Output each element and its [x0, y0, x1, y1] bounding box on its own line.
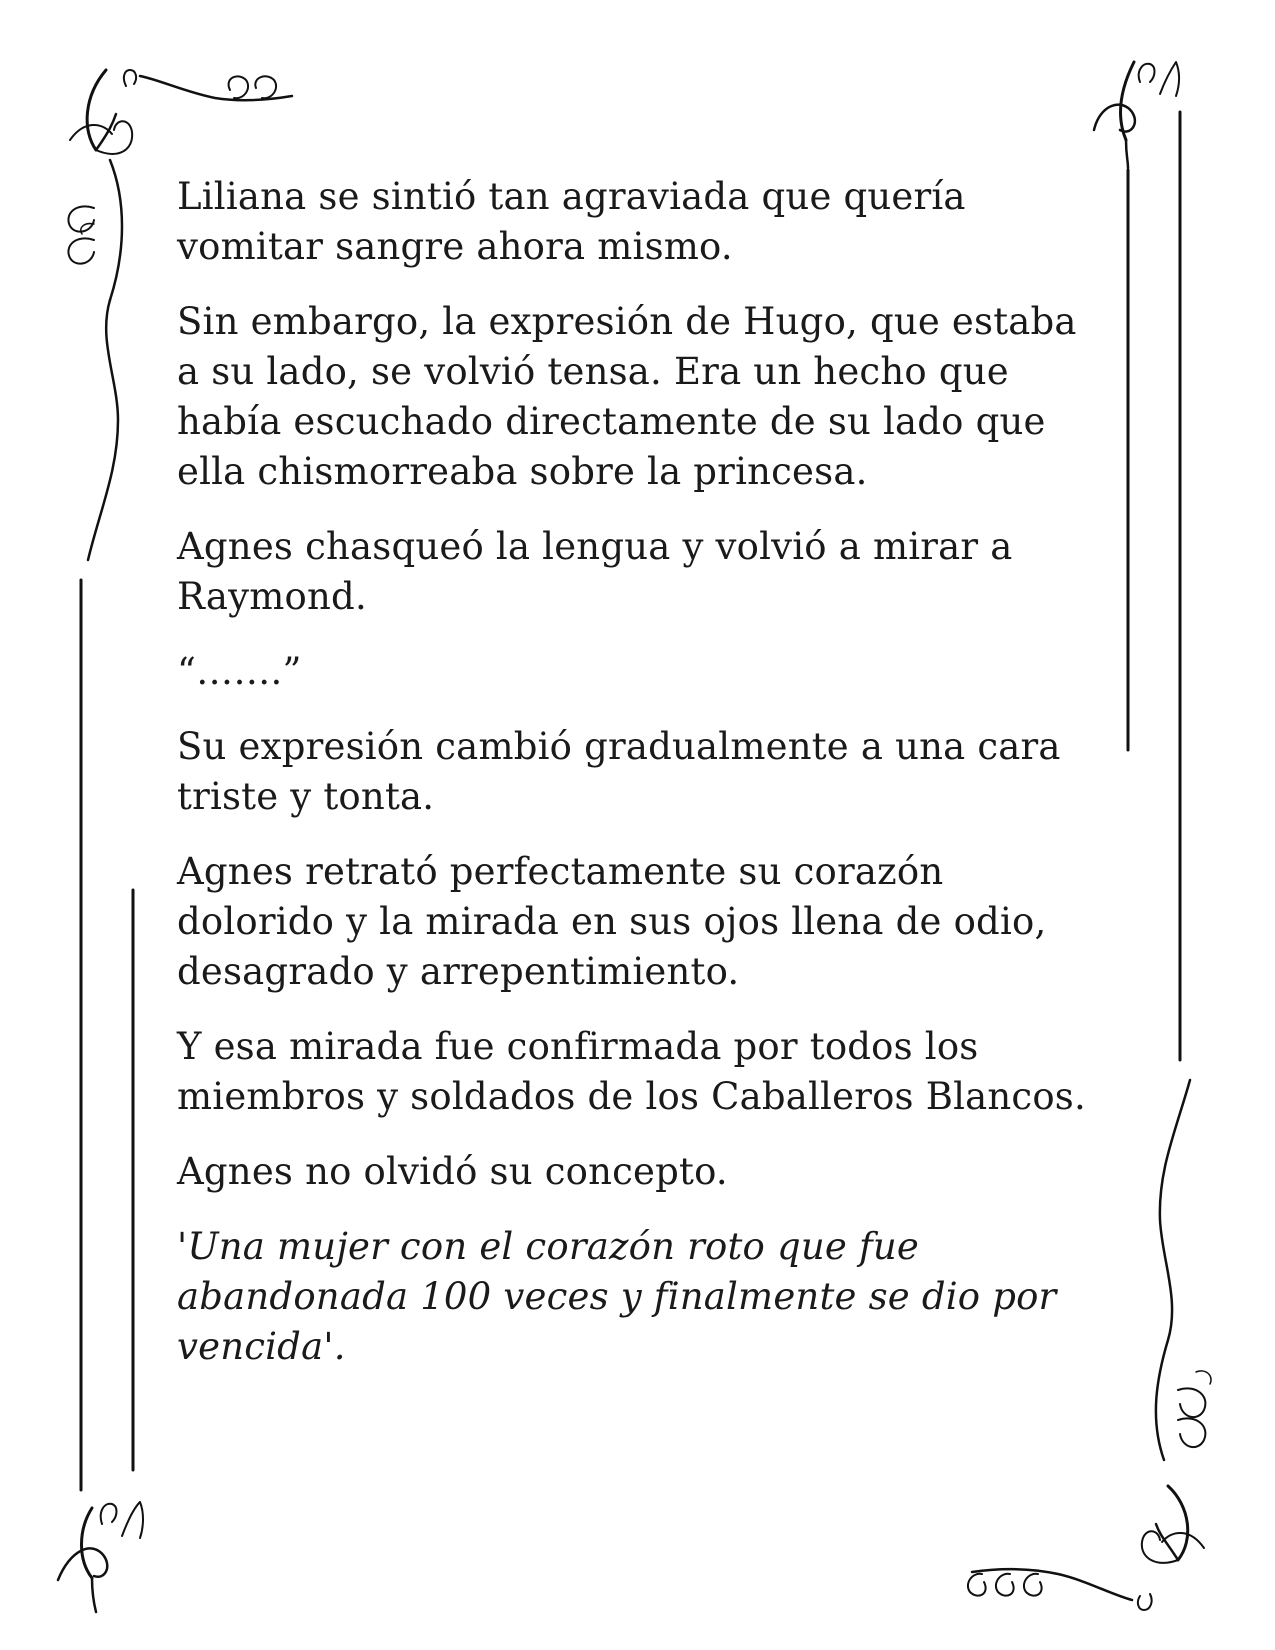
paragraph: “…….” [177, 650, 302, 693]
flourish-bottom-left [58, 1502, 143, 1612]
paragraph: Liliana se sintió tan agraviada que quería vomitar sangre ahora mismo. [177, 175, 966, 268]
paragraph: 'Una mujer con el corazón roto que fue abandonada 100 veces y finalmente se dio por vencida'. [177, 1225, 1057, 1368]
paragraph: Su expresión cambió gradualmente a una cara triste y tonta. [177, 725, 1061, 818]
text-body [177, 172, 1107, 1397]
paragraph: Agnes retrató perfectamente su corazón dolorido y la mirada en sus ojos llena de odio, desagrado y arrepentimiento. [177, 850, 1047, 993]
paragraph: Sin embargo, la expresión de Hugo, que estaba a su lado, se volvió tensa. Era un hecho que había escuchado directamente de su lado que ella chismorreaba sobre la princesa. [177, 300, 1077, 493]
paragraph: Agnes chasqueó la lengua y volvió a mirar a Raymond. [177, 525, 1013, 618]
flourish-top-right [1094, 62, 1179, 168]
paragraph: Y esa mirada fue confirmada por todos los miembros y soldados de los Caballeros Blancos. [177, 1025, 1086, 1118]
paragraph: Agnes no olvidó su concepto. [177, 1150, 728, 1193]
